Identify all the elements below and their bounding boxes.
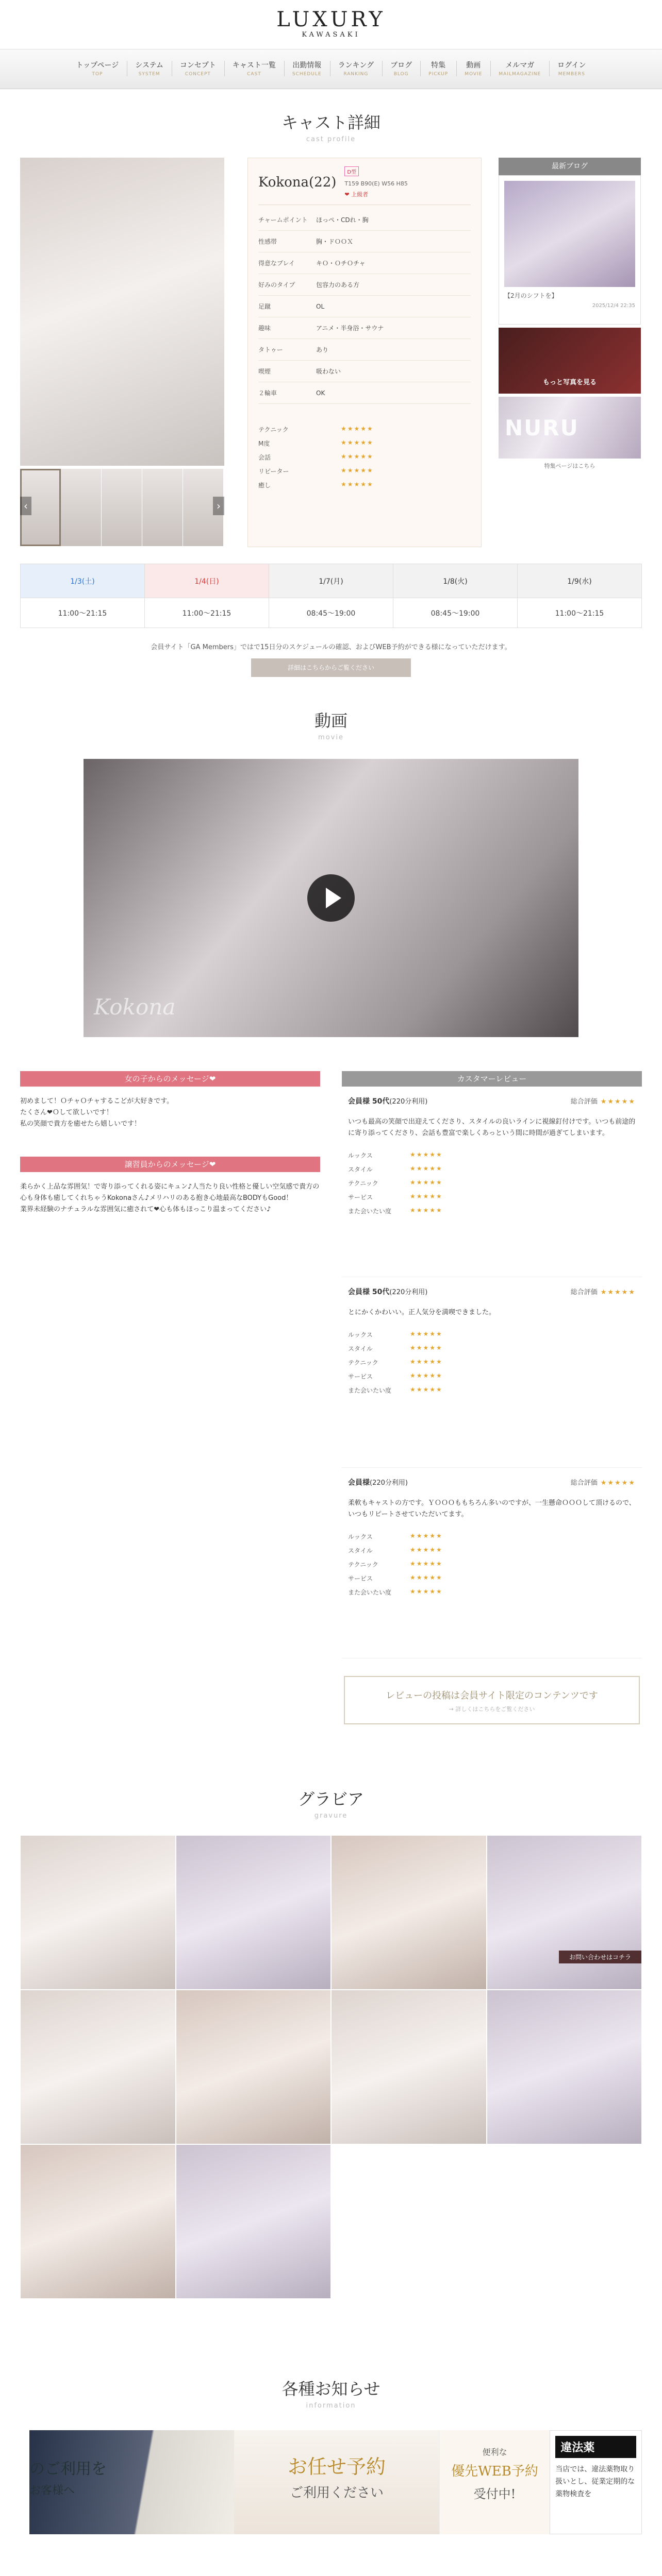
rating-label: スタイル [348,1547,373,1554]
logo[interactable]: LUXURY [276,8,386,31]
nav-item[interactable] [284,49,330,89]
schedule-time: 11:00〜21:15 [145,598,269,628]
spec-label: 好みのタイプ [258,274,316,296]
star-rating: ★★★★★ [410,1358,443,1365]
review-rating-row [348,1383,636,1397]
gravure-heading: グラビア gravure [297,1789,364,1820]
reviewer: 会員様 50代 [348,1097,390,1106]
gravure-grid [20,1835,642,2299]
nav-label: 特集 [431,61,446,70]
nav-item[interactable] [420,49,456,89]
nav-item[interactable] [127,49,172,89]
chevron-right-icon[interactable]: › [213,497,224,515]
spec-label: 得意なプレイ [258,252,316,274]
spec-row [258,382,471,404]
gravure-photo[interactable] [487,1835,642,1990]
nav-item[interactable] [330,49,383,89]
star-rating: ★★★★★ [341,481,374,488]
photo-gallery [20,158,224,547]
review-usage: (220分利用) [389,1098,428,1106]
spec-label: 性感帯 [258,231,316,252]
nav-item[interactable] [382,49,420,89]
nav-item[interactable] [172,49,224,89]
gravure-photo[interactable] [176,1990,332,2144]
rating-label: テクニック [348,1561,378,1568]
nav-sublabel: TOP [92,72,103,77]
chevron-left-icon[interactable]: ‹ [20,497,31,515]
nav-item[interactable] [224,49,284,89]
gravure-photo[interactable] [20,1990,176,2144]
skill-label: 癒し [258,482,271,489]
review-usage: (220分利用) [389,1289,428,1296]
star-rating: ★★★★★ [410,1546,443,1553]
nav-sublabel: MOVIE [465,72,483,77]
review-text: 柔軟もキャストの方です。ＹＯＯＯももちろん多いのですが、一生懸命ＯＯＯして頂けるので、いつもリピートさせていただいてます。 [348,1499,636,1518]
review-rating-row [348,1369,636,1383]
schedule-note: 会員サイト「GA Members」ではで15日分のスケジュールの確認、およびWEB予約ができる様になっていただけます。 [151,643,511,651]
spec-label: 足蹴 [258,296,316,317]
spec-value: OL [316,296,471,317]
star-rating: ★★★★★ [410,1151,443,1158]
skill-label: M度 [258,440,270,447]
review-score: ★★★★★ [600,1479,636,1487]
spec-value: あり [316,339,471,361]
nav-sublabel: CONCEPT [185,72,211,77]
star-rating: ★★★★★ [410,1560,443,1567]
spec-row [258,317,471,339]
skill-row [258,478,471,492]
rating-label: また会いたい度 [348,1387,392,1394]
nav-label: ログイン [557,61,586,70]
rating-label: また会いたい度 [348,1589,392,1596]
news-banner[interactable]: のご利用を お客様へ [29,2430,234,2534]
schedule-time: 11:00〜21:15 [518,598,642,628]
star-rating: ★★★★★ [410,1372,443,1379]
review-text: とにかくかわいい。正人気分を満喫できました。 [348,1309,496,1316]
staff-message: 柔らかく上品な雰囲気！で寄り添ってくれる姿にキュン♪人当たり良い性格と優しい空気感で貴方の心も身体も癒してくれちゃうKokonaさん♪メリハリのある抱き心地最高なBODYもGood！ 業界未経験のナチュラルな雰囲気に癒されて❤心も体もほっこり温まってください♪ [20,1183,320,1213]
gravure-photo[interactable] [176,1835,332,1990]
rating-label: テクニック [348,1180,378,1187]
schedule-day: 1/9(水) [518,564,642,598]
cast-profile [20,158,642,547]
customer-reviews [342,1071,642,1724]
spec-row [258,209,471,231]
star-rating: ★★★★★ [410,1207,443,1214]
rating-label: サービス [348,1373,373,1380]
gravure-photo[interactable] [20,2144,176,2299]
spec-table [258,209,471,404]
star-rating: ★★★★★ [341,425,374,432]
blog-card[interactable] [499,175,641,325]
news-banner[interactable]: 違法薬 当店では、違法薬物取り扱いとし、従業定期的な薬物検査を [550,2430,642,2534]
skill-label: 会話 [258,454,271,461]
review-rating-row [348,1355,636,1369]
review-text: いつも最高の笑顔で出迎えてくださり、スタイルの良いラインに視線釘付けです。いつも前途的に寄り添ってくださり、会話も豊富で楽しくあっという間に時間が過ぎてしまいます。 [348,1118,636,1137]
review-rating-row [348,1557,636,1571]
rating-label: スタイル [348,1345,373,1352]
rating-label: ルックス [348,1533,373,1540]
nav-label: ランキング [338,61,374,70]
review-rating-row [348,1544,636,1557]
spec-value: 胸・ドＯＯＸ [316,231,471,252]
schedule-detail-button[interactable]: 詳細はこちらからご覧ください [251,658,411,677]
spec-row [258,231,471,252]
review-cta[interactable]: レビューの投稿は会員サイト限定のコンテンツです → 詳しくはこちらをご覧ください [344,1676,640,1724]
spec-value: 包容力のある方 [316,274,471,296]
nav-item[interactable] [68,49,127,89]
rating-label: ルックス [348,1331,373,1338]
nav-item[interactable] [490,49,549,89]
spec-value: 吸わない [316,361,471,382]
rating-label: サービス [348,1194,373,1201]
review-rating-row [348,1204,636,1218]
nav-label: システム [135,61,163,70]
spec-label: ２輪車 [258,382,316,404]
star-rating: ★★★★★ [410,1588,443,1595]
review-item [342,1468,642,1658]
star-rating: ★★★★★ [410,1344,443,1351]
spec-value: OK [316,382,471,404]
more-photos-button[interactable]: もっと写真を見る [499,328,641,394]
skill-label: テクニック [258,426,289,433]
schedule-day: 1/7(月) [269,564,393,598]
nav-sublabel: RANKING [343,72,369,77]
nav-sublabel: PICKUP [428,72,449,77]
girl-message-heading: 女の子からのメッセージ❤ [20,1071,320,1087]
feature-caption[interactable]: 特集ページはこちら [544,463,595,469]
score-label: 総合評価 [570,1289,598,1296]
blog-image[interactable] [504,181,635,287]
nav-sublabel: SYSTEM [138,72,160,77]
profile-heading: キャスト詳細 cast profile [281,113,380,143]
review-rating-row [348,1571,636,1585]
review-heading: カスタマーレビュー [342,1071,642,1087]
schedule-day: 1/3(土) [21,564,145,598]
movie-heading: 動画 movie [314,711,347,741]
messages [20,1071,320,1724]
review-rating-row [348,1342,636,1355]
review-rating-row [348,1176,636,1190]
star-rating: ★★★★★ [410,1386,443,1393]
nav-item[interactable] [456,49,490,89]
spec-label: タトゥー [258,339,316,361]
cast-name: Kokona(22) [258,175,337,190]
blog-title[interactable]: 【2月のシフトを】 [504,292,558,299]
schedule-day: 1/8(火) [393,564,518,598]
skill-ratings [258,422,471,492]
spec-label: チャームポイント [258,209,316,231]
skill-row [258,464,471,478]
spec-row [258,296,471,317]
photo-thumb[interactable] [102,469,142,546]
nav-label: キャスト一覧 [232,61,276,70]
star-rating: ★★★★★ [341,453,374,460]
gravure-photo[interactable] [487,1990,642,2144]
gravure-photo[interactable] [176,2144,332,2299]
review-rating-row [348,1585,636,1599]
rating-label: ルックス [348,1152,373,1159]
nav-label: 出勤情報 [292,61,322,70]
schedule-day: 1/4(日) [145,564,269,598]
nav-sublabel: MAILMAGAZINE [499,72,541,77]
nav-sublabel: BLOG [393,72,409,77]
gravure-photo[interactable] [331,1990,487,2144]
rating-label: テクニック [348,1359,378,1366]
nav-sublabel: SCHEDULE [292,72,322,77]
global-nav [0,49,662,89]
level-badge: ❤ 上級者 [344,191,369,198]
nav-item[interactable] [549,49,594,89]
nav-sublabel: MEMBERS [558,72,585,77]
spec-row [258,361,471,382]
spec-label: 喫煙 [258,361,316,382]
gravure-photo[interactable] [20,1835,176,1990]
staff-message-heading: 譲習員からのメッセージ❤ [20,1157,320,1172]
skill-row [258,422,471,436]
review-rating-row [348,1148,636,1162]
photo-thumb[interactable] [61,469,102,546]
star-rating: ★★★★★ [341,467,374,474]
news-carousel [29,2430,642,2534]
spec-row [258,252,471,274]
rating-label: また会いたい度 [348,1208,392,1215]
star-rating: ★★★★★ [341,439,374,446]
latest-blog [499,158,641,547]
video-watermark: Kokona [94,994,176,1020]
spec-value: キＯ・ＯチＯチャ [316,252,471,274]
cast-main-photo[interactable] [20,158,224,466]
nav-label: コンセプト [179,61,216,70]
schedule-time: 08:45〜19:00 [393,598,518,628]
skill-row [258,450,471,464]
review-rating-row [348,1328,636,1342]
skill-row [258,436,471,450]
reviewer: 会員様 [348,1479,370,1487]
photo-thumbnails [20,469,224,546]
site-header [0,0,662,49]
video-player[interactable] [84,759,578,1037]
nav-label: メルマガ [505,61,535,70]
spec-row [258,274,471,296]
skill-label: リピーター [258,468,289,475]
rating-label: スタイル [348,1166,373,1173]
review-rating-row [348,1530,636,1544]
news-banner[interactable]: 便利な 優先WEB予約 受付中! [439,2430,550,2534]
review-score: ★★★★★ [600,1098,636,1106]
nav-label: 動画 [466,61,481,70]
star-rating: ★★★★★ [410,1165,443,1172]
gravure-photo[interactable] [331,1835,487,1990]
star-rating: ★★★★★ [410,1574,443,1581]
star-rating: ★★★★★ [410,1532,443,1539]
logo-sub: KAWASAKI [302,31,360,39]
review-usage: (220分利用) [370,1479,408,1487]
gravure-contact-label[interactable]: お問い合わせはコチラ [559,1951,641,1963]
spec-value: アニメ・半身浴・サウナ [316,317,471,339]
score-label: 総合評価 [570,1479,598,1487]
star-rating: ★★★★★ [410,1193,443,1200]
nav-label: トップページ [76,61,119,70]
star-rating: ★★★★★ [410,1179,443,1186]
play-icon[interactable] [307,874,355,922]
blog-heading: 最新ブログ [499,158,641,175]
news-banner[interactable]: お任せ予約 ご利用ください [234,2430,439,2534]
cast-tag: D型 [344,166,359,176]
star-rating: ★★★★★ [410,1330,443,1337]
girl-message: 初めまして！ＯチャＯチャするこどが大好きです。 たくさん❤Ｏして欲しいです！ 私の笑顔で貴方を癒せたら嬉しいです！ [20,1097,174,1128]
schedule-time: 08:45〜19:00 [269,598,393,628]
blog-date: 2025/12/4 22:35 [592,303,635,309]
schedule-time: 11:00〜21:15 [21,598,145,628]
nav-label: ブログ [390,61,412,70]
review-rating-row [348,1162,636,1176]
spec-value: ほっぺ・CDれ・胸 [316,209,471,231]
review-rating-row [348,1190,636,1204]
review-item [342,1277,642,1468]
score-label: 総合評価 [570,1098,598,1106]
rating-label: サービス [348,1575,373,1582]
nav-sublabel: CAST [247,72,261,77]
reviewer: 会員様 50代 [348,1288,390,1296]
photo-thumb[interactable] [142,469,183,546]
schedule-table [20,564,642,628]
spec-row [258,339,471,361]
cast-sizes: T159 B90(E) W56 H85 [344,180,408,187]
feature-banner[interactable]: NURU [499,397,641,459]
spec-label: 趣味 [258,317,316,339]
review-item [342,1087,642,1277]
cast-info [247,158,482,547]
review-score: ★★★★★ [600,1289,636,1296]
news-heading: 各種お知らせ information [282,2379,380,2410]
